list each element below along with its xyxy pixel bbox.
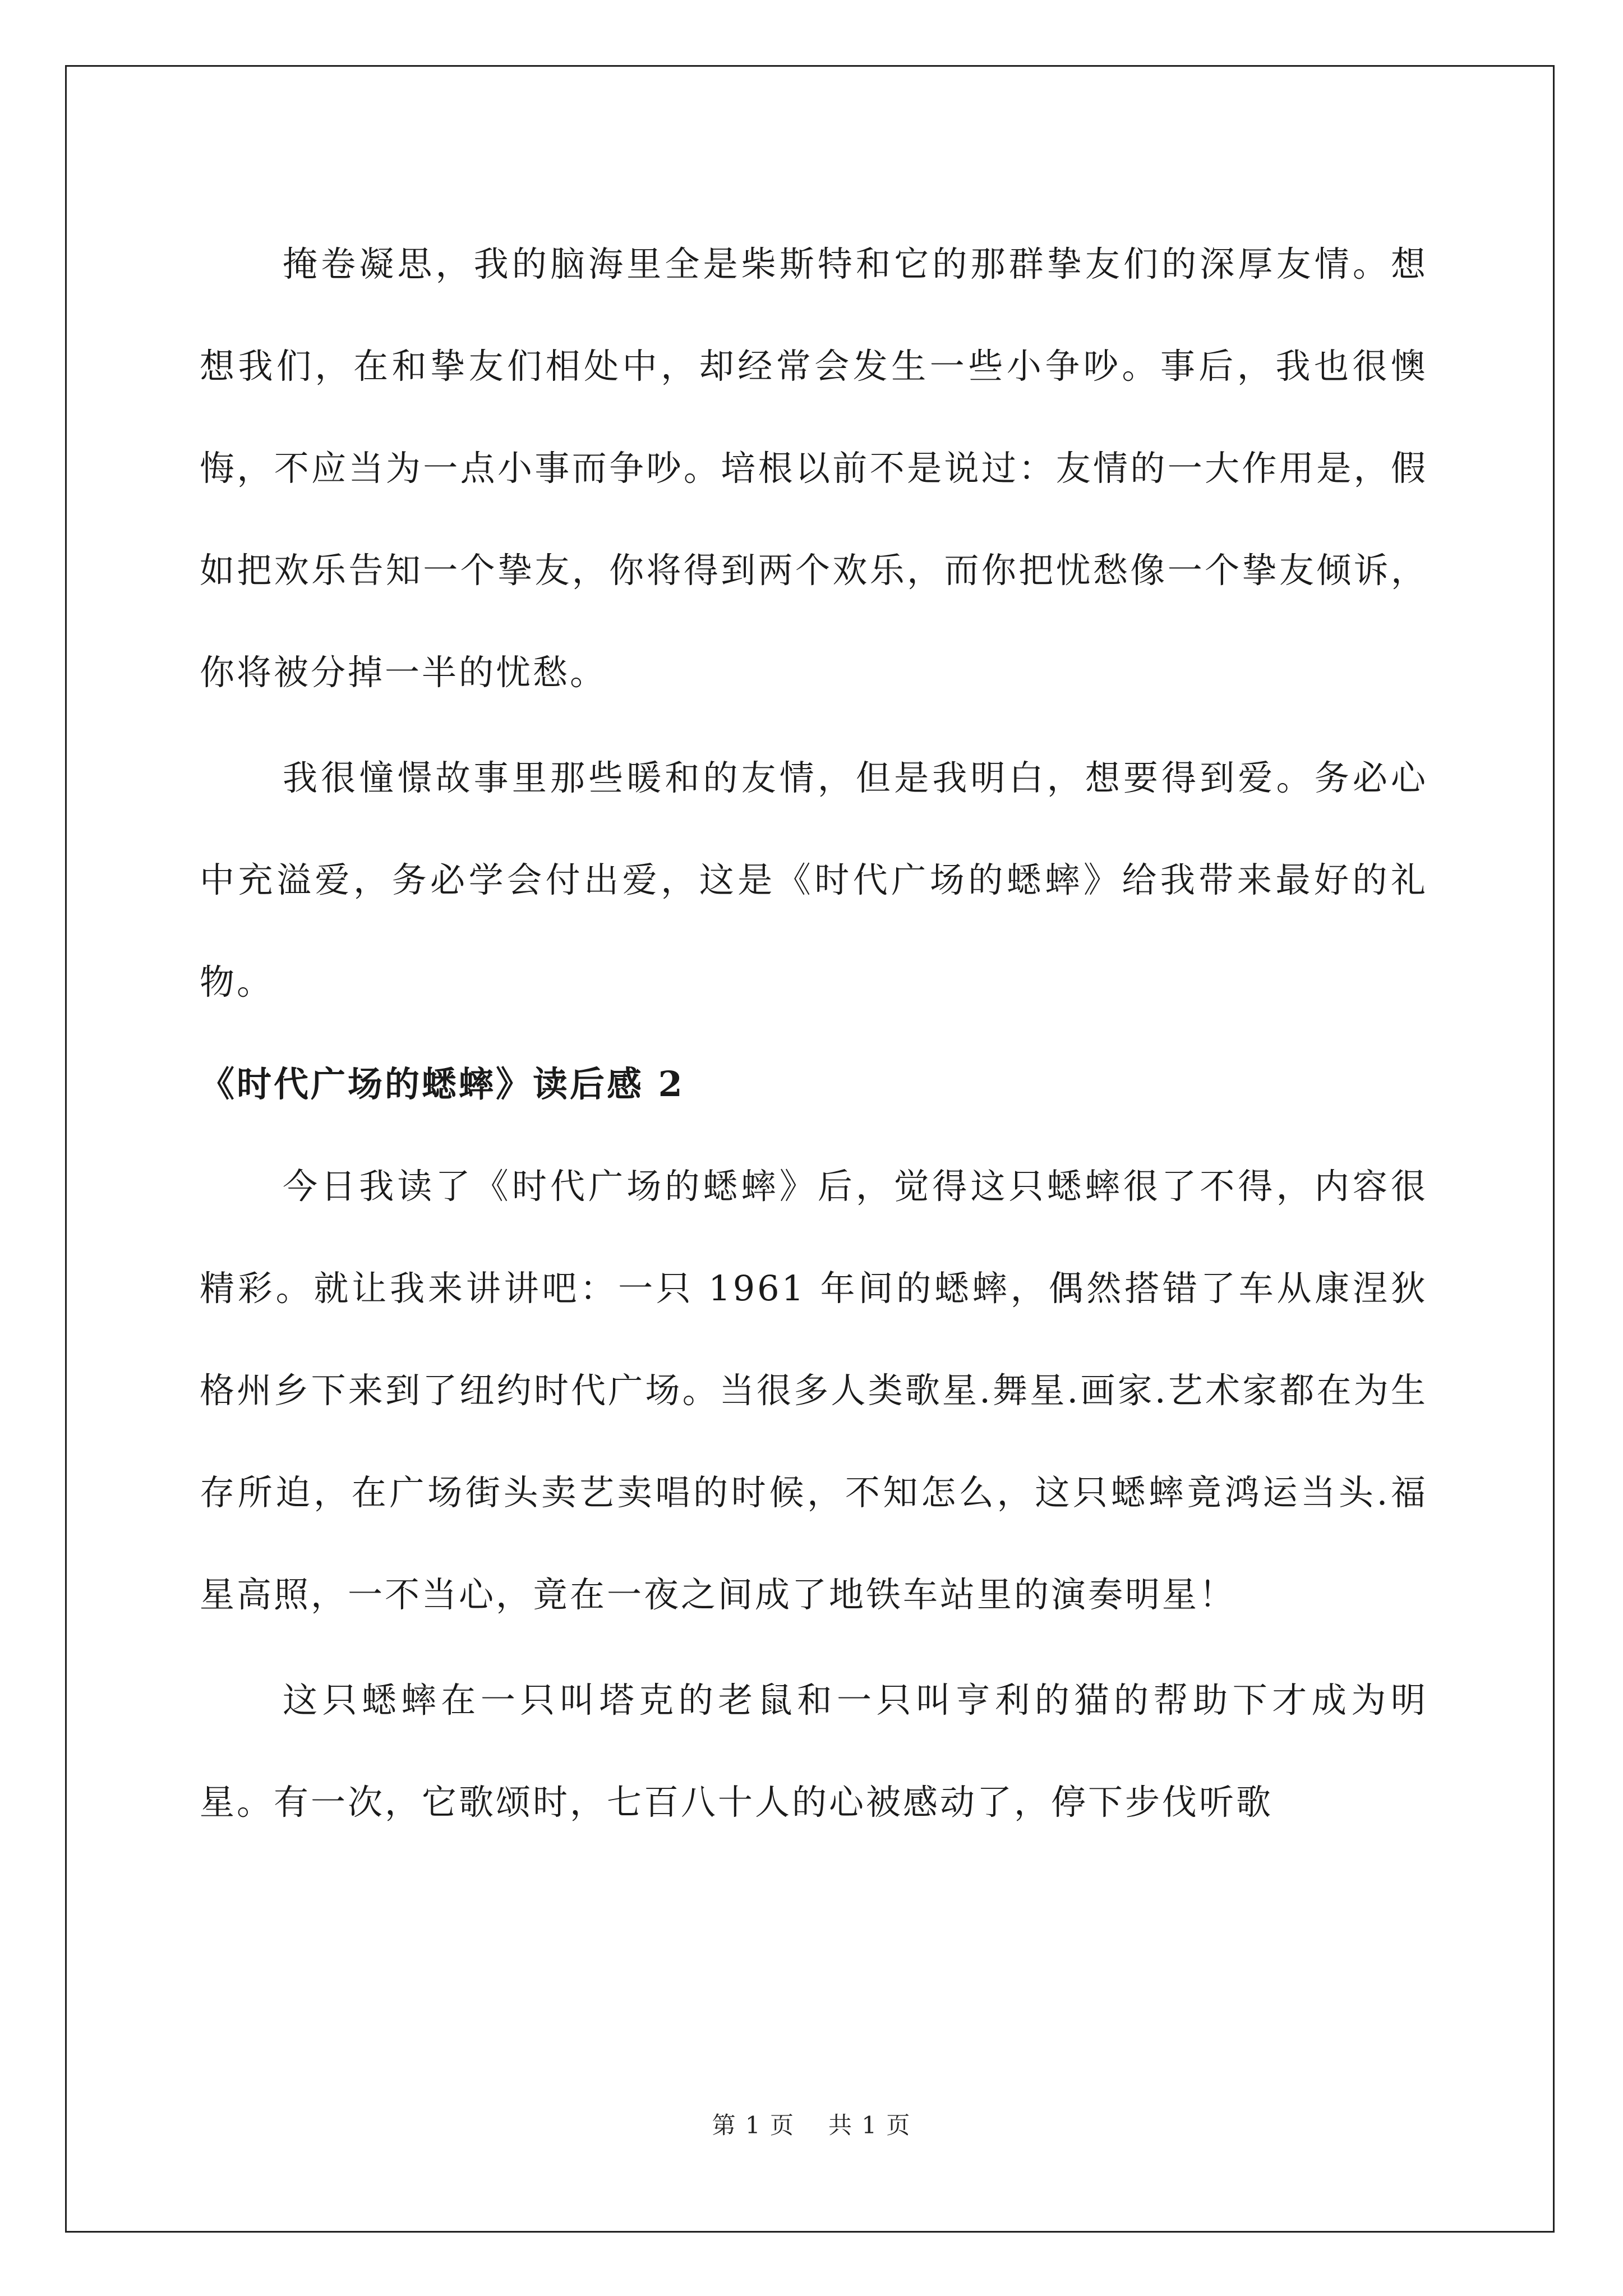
page-footer xyxy=(0,2107,1623,2141)
paragraph-1: 掩卷凝思，我的脑海里全是柴斯特和它的那群挚友们的深厚友情。想想我们，在和挚友们相处中，却经常会发生一些小争吵。事后，我也很懊悔，不应当为一点小事而争吵。培根以前不是说过：友情的一大作用是，假如把欢乐告知一个挚友，你将得到两个欢乐，而你把忧愁像一个挚友倾诉，你将被分掉一半的忧愁。 xyxy=(200,243,1428,693)
page-number: 第 1 页 xyxy=(712,2111,795,2139)
paragraph-2: 我很憧憬故事里那些暖和的友情，但是我明白，想要得到爱。务必心中充溢爱，务必学会付出爱，这是《时代广场的蟋蟀》给我带来最好的礼物。 xyxy=(200,757,1428,1002)
section-heading: 《时代广场的蟋蟀》读后感 2 xyxy=(200,1064,685,1105)
document-body xyxy=(200,213,1428,1853)
paragraph-4: 这只蟋蟀在一只叫塔克的老鼠和一只叫亨利的猫的帮助下才成为明星。有一次，它歌颂时，七百八十人的心被感动了，停下步伐听歌 xyxy=(200,1680,1428,1823)
paragraph-3: 今日我读了《时代广场的蟋蟀》后，觉得这只蟋蟀很了不得，内容很精彩。就让我来讲讲吧：一只 1961 年间的蟋蟀，偶然搭错了车从康涅狄格州乡下来到了纽约时代广场。当很多人类歌星.舞星.画家.艺术家都在为生存所迫，在广场街头卖艺卖唱的时候，不知怎么，这只蟋蟀竟鸿运当头.福星高照，一不当心，竟在一夜之间成了地铁车站里的演奏明星！ xyxy=(200,1166,1428,1615)
page-total: 共 1 页 xyxy=(828,2111,911,2139)
